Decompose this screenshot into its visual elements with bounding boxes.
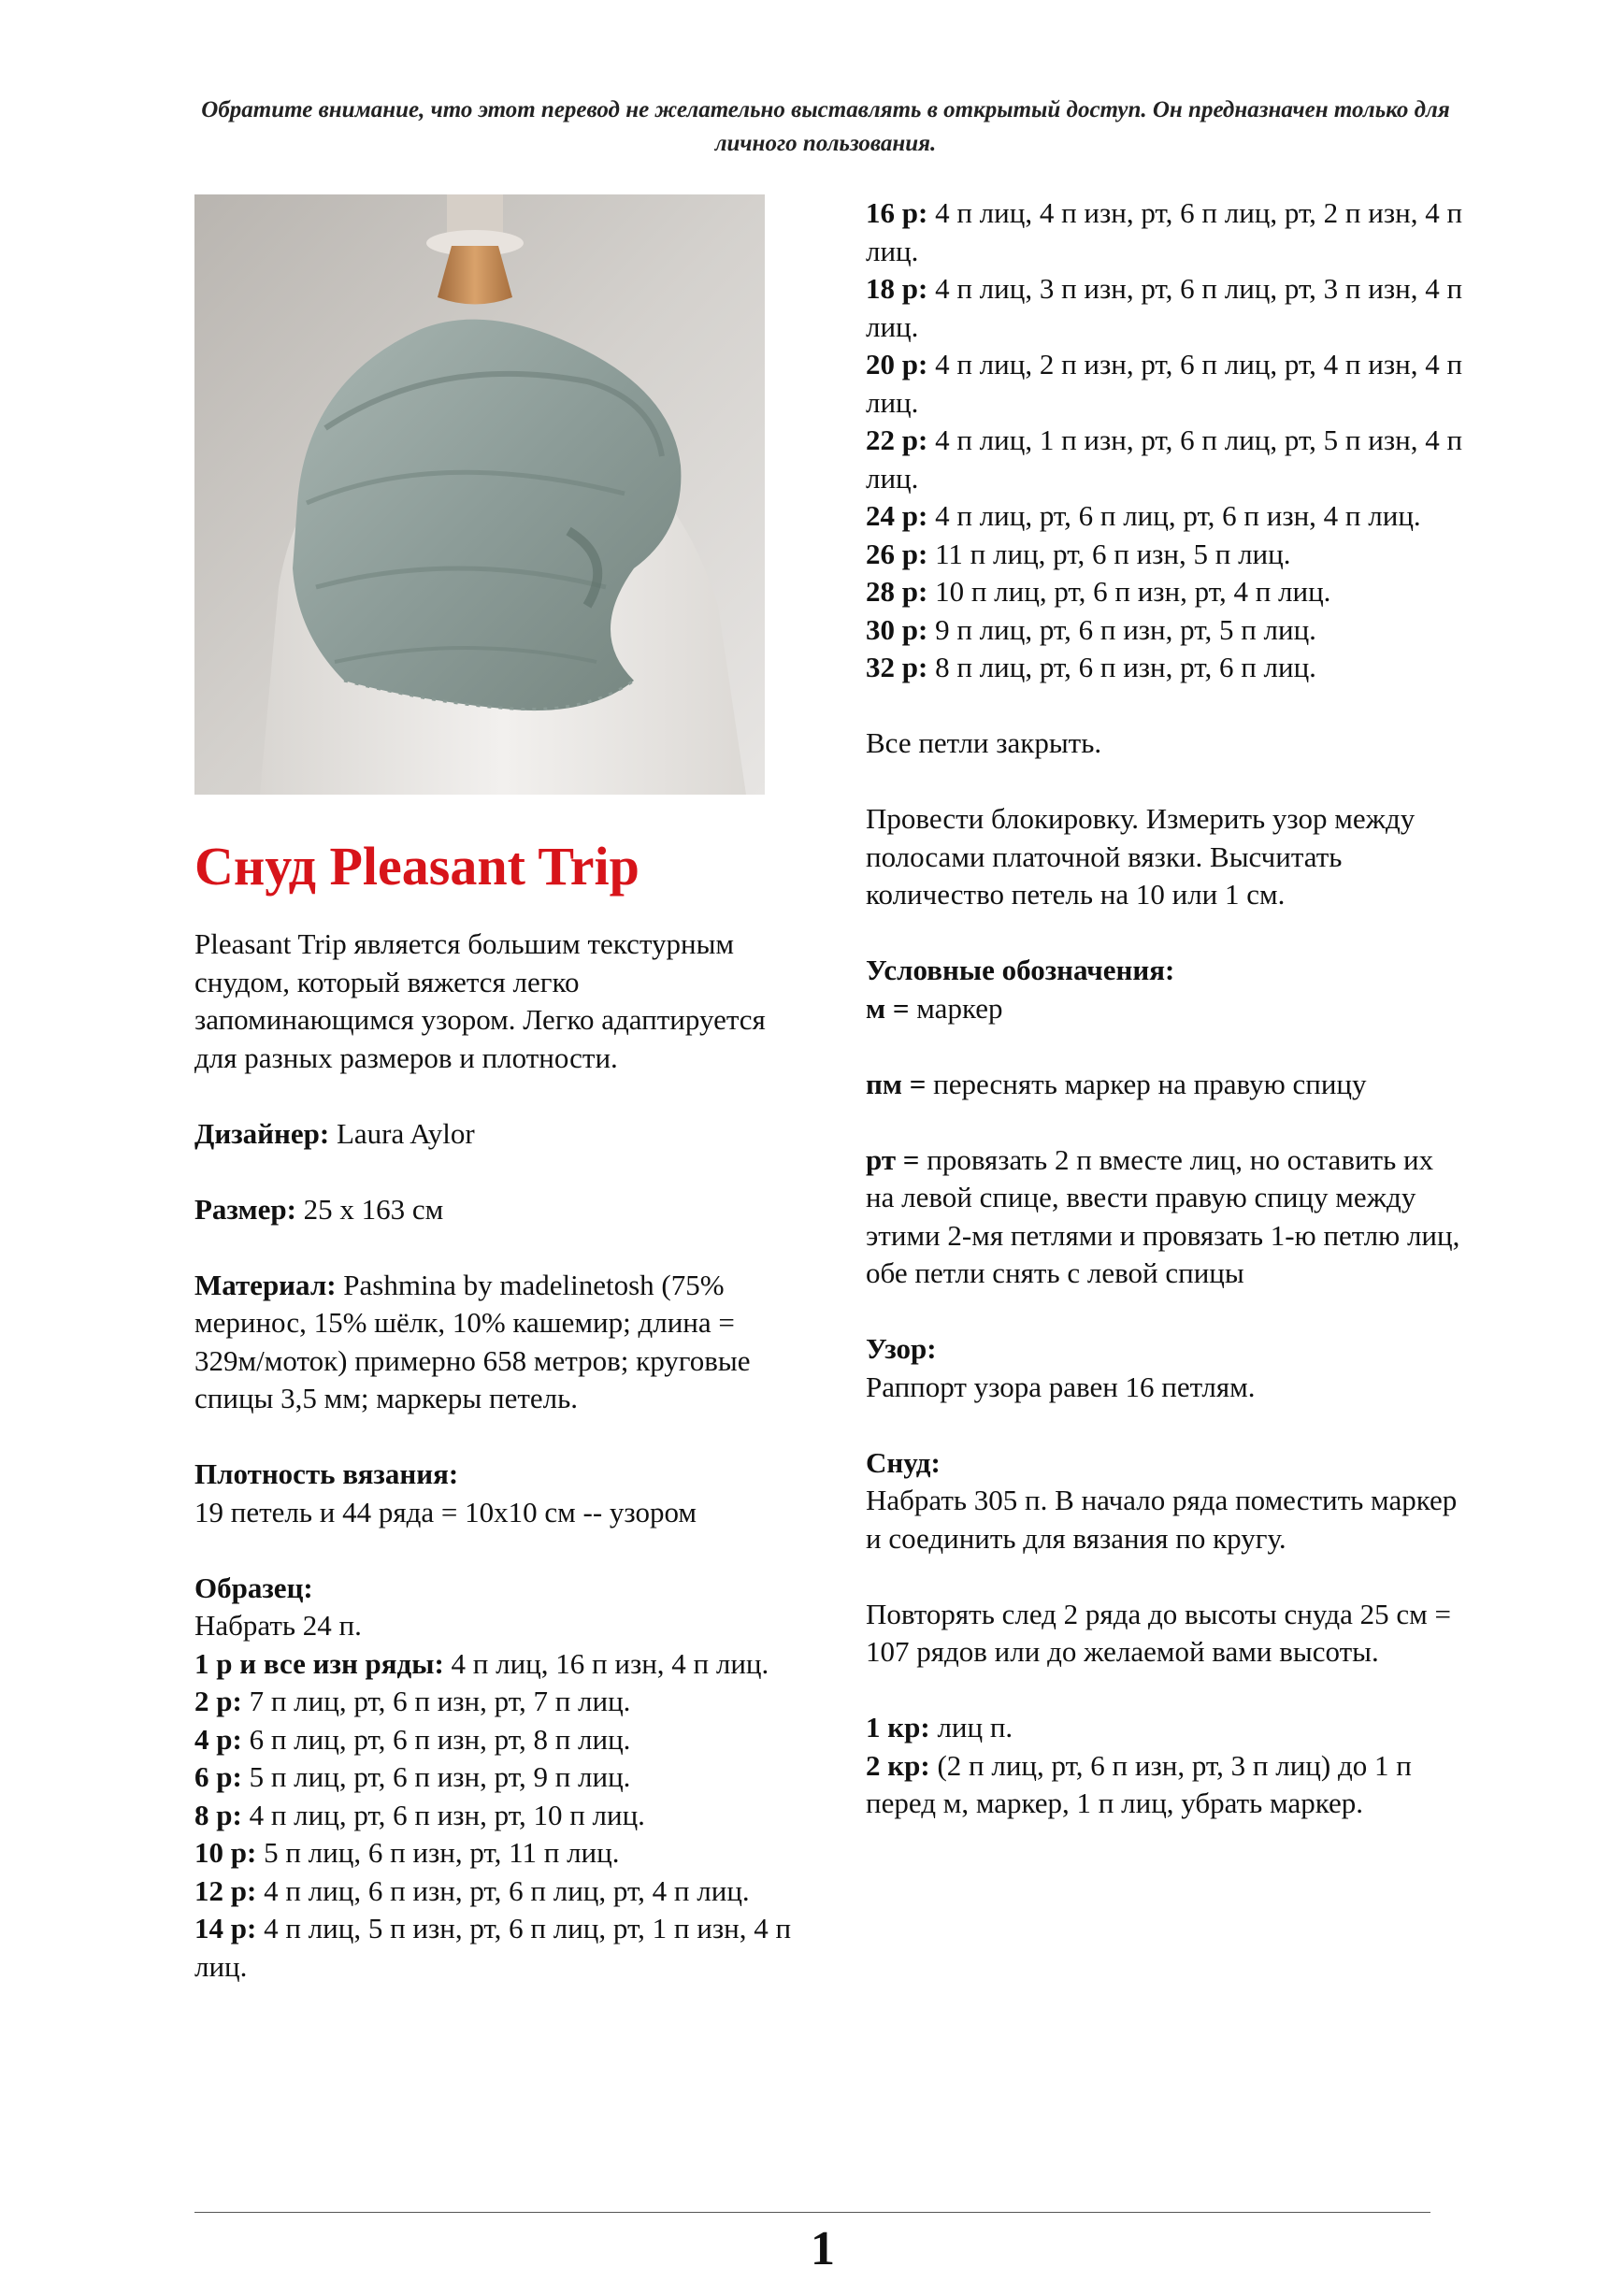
designer-label: Дизайнер: bbox=[194, 1116, 330, 1150]
sample-row bbox=[866, 573, 1464, 611]
material-value: Pashmina by madelinetosh (75% меринос, 15% шёлк, 10% кашемир; длина = 329м/моток) примерно 658 метров; круговые спицы 3,5 мм; маркеры петель. bbox=[194, 1268, 751, 1414]
round-label: 2 кр: bbox=[866, 1748, 930, 1782]
size-value: 25 x 163 см bbox=[295, 1192, 444, 1226]
legend-heading bbox=[866, 952, 1464, 990]
size-line bbox=[194, 1191, 793, 1229]
footer-divider bbox=[194, 2212, 1430, 2213]
row-text: 8 п лиц, рт, 6 п изн, рт, 6 п лиц. bbox=[927, 651, 1316, 683]
legend-item bbox=[866, 1141, 1464, 1293]
snood-repeat: Повторять след 2 ряда до высоты снуда 25 см = 107 рядов или до желаемой вами высоты. bbox=[866, 1597, 1451, 1668]
row-label: 20 р: bbox=[866, 348, 928, 380]
material-line bbox=[194, 1267, 793, 1418]
pattern-text: Раппорт узора равен 16 петлям. bbox=[866, 1370, 1256, 1403]
row-label: 4 р: bbox=[194, 1722, 242, 1756]
row-text: 5 п лиц, рт, 6 п изн, рт, 9 п лиц. bbox=[241, 1760, 631, 1793]
bind-off-instruction: Все петли закрыть. bbox=[866, 726, 1102, 759]
row-text: 9 п лиц, рт, 6 п изн, рт, 5 п лиц. bbox=[927, 612, 1316, 646]
row-label: 12 р: bbox=[194, 1873, 257, 1907]
legend-text: маркер bbox=[909, 991, 1003, 1025]
snood-label: Снуд: bbox=[866, 1445, 941, 1479]
sample-heading bbox=[194, 1570, 793, 1608]
sample-row bbox=[194, 1873, 793, 1911]
sample-row bbox=[866, 346, 1464, 422]
page-title: Снуд Pleasant Trip bbox=[194, 836, 640, 897]
row-label: 28 р: bbox=[866, 575, 928, 608]
row-label: 16 р: bbox=[866, 196, 928, 229]
legend-text: провязать 2 п вместе лиц, но оставить их на левой спице, ввести правую спицу между этими 2-мя петлями и провязать 1-ю петлю лиц, обе петли снять с левой спицы bbox=[866, 1142, 1460, 1289]
row-text: 4 п лиц, 6 п изн, рт, 6 п лиц, рт, 4 п лиц. bbox=[256, 1873, 750, 1907]
sample-row bbox=[194, 1797, 793, 1835]
sample-row bbox=[866, 270, 1464, 346]
row-text: 10 п лиц, рт, 6 п изн, рт, 4 п лиц. bbox=[927, 575, 1331, 608]
snood-round bbox=[866, 1747, 1464, 1823]
designer-line bbox=[194, 1115, 793, 1154]
row-text: 11 п лиц, рт, 6 п изн, 5 п лиц. bbox=[927, 537, 1291, 570]
row-text: 7 п лиц, рт, 6 п изн, рт, 7 п лиц. bbox=[241, 1685, 631, 1717]
legend-text: переснять маркер на правую спицу bbox=[926, 1067, 1367, 1100]
row-text: 5 п лиц, 6 п изн, рт, 11 п лиц. bbox=[256, 1836, 620, 1869]
sample-row bbox=[194, 1834, 793, 1873]
row-label: 1 р и все изн ряды: bbox=[194, 1646, 444, 1680]
row-label: 24 р: bbox=[866, 499, 928, 532]
size-label: Размер: bbox=[194, 1192, 296, 1226]
snood-heading bbox=[866, 1444, 1464, 1483]
row-text: 4 п лиц, рт, 6 п лиц, рт, 6 п изн, 4 п лиц. bbox=[927, 499, 1421, 532]
row-label: 22 р: bbox=[866, 423, 928, 456]
legend-item bbox=[866, 990, 1464, 1028]
row-text: 4 п лиц, 1 п изн, рт, 6 п лиц, рт, 5 п изн, 4 п лиц. bbox=[866, 423, 1463, 495]
copyright-notice: Обратите внимание, что этот перевод не желательно выставлять в открытый доступ. Он предназначен только для личного пользования. bbox=[201, 97, 1450, 156]
sample-row bbox=[194, 1683, 793, 1721]
sample-row bbox=[866, 422, 1464, 497]
snood-round bbox=[866, 1709, 1464, 1747]
sample-row bbox=[866, 194, 1464, 270]
gauge-heading bbox=[194, 1456, 793, 1494]
round-label: 1 кр: bbox=[866, 1711, 930, 1744]
blocking-instruction: Провести блокировку. Измерить узор между полосами платочной вязки. Высчитать количество петель на 10 или 1 см. bbox=[866, 802, 1416, 911]
row-label: 2 р: bbox=[194, 1685, 242, 1717]
row-label: 18 р: bbox=[866, 272, 928, 305]
sample-row bbox=[866, 497, 1464, 536]
row-text: 4 п лиц, 3 п изн, рт, 6 п лиц, рт, 3 п изн, 4 п лиц. bbox=[866, 272, 1463, 343]
row-text: 6 п лиц, рт, 6 п изн, рт, 8 п лиц. bbox=[241, 1722, 631, 1756]
legend-key: рт = bbox=[866, 1142, 920, 1176]
round-text: лиц п. bbox=[929, 1711, 1013, 1744]
row-label: 14 р: bbox=[194, 1912, 257, 1944]
designer-value: Laura Aylor bbox=[329, 1116, 475, 1150]
row-text: 4 п лиц, 16 п изн, 4 п лиц. bbox=[443, 1646, 769, 1680]
snood-photo bbox=[194, 194, 765, 795]
row-text: 4 п лиц, 2 п изн, рт, 6 п лиц, рт, 4 п изн, 4 п лиц. bbox=[866, 348, 1463, 419]
page-number: 1 bbox=[811, 2222, 835, 2275]
sample-row bbox=[866, 611, 1464, 650]
row-text: 4 п лиц, 4 п изн, рт, 6 п лиц, рт, 2 п изн, 4 п лиц. bbox=[866, 196, 1463, 267]
sample-row bbox=[194, 1758, 793, 1797]
sample-row bbox=[194, 1721, 793, 1759]
intro-paragraph: Pleasant Trip является большим текстурным снудом, который вяжется легко запоминающимся узором. Легко адаптируется для разных размеров и плотности. bbox=[194, 927, 766, 1074]
sample-label: Образец: bbox=[194, 1571, 313, 1604]
row-label: 6 р: bbox=[194, 1760, 242, 1793]
material-label: Материал: bbox=[194, 1268, 337, 1301]
gauge-label: Плотность вязания: bbox=[194, 1457, 459, 1490]
legend-item bbox=[866, 1066, 1464, 1104]
pattern-heading bbox=[866, 1330, 1464, 1369]
row-text: 4 п лиц, 5 п изн, рт, 6 п лиц, рт, 1 п изн, 4 п лиц. bbox=[194, 1912, 792, 1983]
left-column bbox=[194, 194, 793, 1986]
legend-key: м = bbox=[866, 991, 910, 1025]
row-label: 26 р: bbox=[866, 537, 928, 570]
row-text: 4 п лиц, рт, 6 п изн, рт, 10 п лиц. bbox=[241, 1798, 645, 1831]
right-column bbox=[866, 194, 1464, 1823]
sample-row bbox=[866, 536, 1464, 574]
sample-row bbox=[194, 1645, 793, 1684]
pattern-label: Узор: bbox=[866, 1332, 937, 1365]
sample-cast-on: Набрать 24 п. bbox=[194, 1609, 362, 1642]
sample-row bbox=[194, 1910, 793, 1986]
row-label: 30 р: bbox=[866, 612, 928, 646]
row-label: 8 р: bbox=[194, 1798, 242, 1831]
row-label: 32 р: bbox=[866, 651, 928, 683]
sample-row bbox=[866, 649, 1464, 687]
legend-key: пм = bbox=[866, 1067, 927, 1100]
legend-label: Условные обозначения: bbox=[866, 954, 1175, 986]
mannequin-with-snood-image bbox=[194, 194, 765, 795]
gauge-value: 19 петель и 44 ряда = 10x10 см -- узором bbox=[194, 1495, 697, 1528]
snood-cast-on: Набрать 305 п. В начало ряда поместить маркер и соединить для вязания по кругу. bbox=[866, 1484, 1458, 1555]
row-label: 10 р: bbox=[194, 1836, 257, 1869]
round-text: (2 п лиц, рт, 6 п изн, рт, 3 п лиц) до 1 п перед м, маркер, 1 п лиц, убрать маркер. bbox=[866, 1748, 1412, 1819]
